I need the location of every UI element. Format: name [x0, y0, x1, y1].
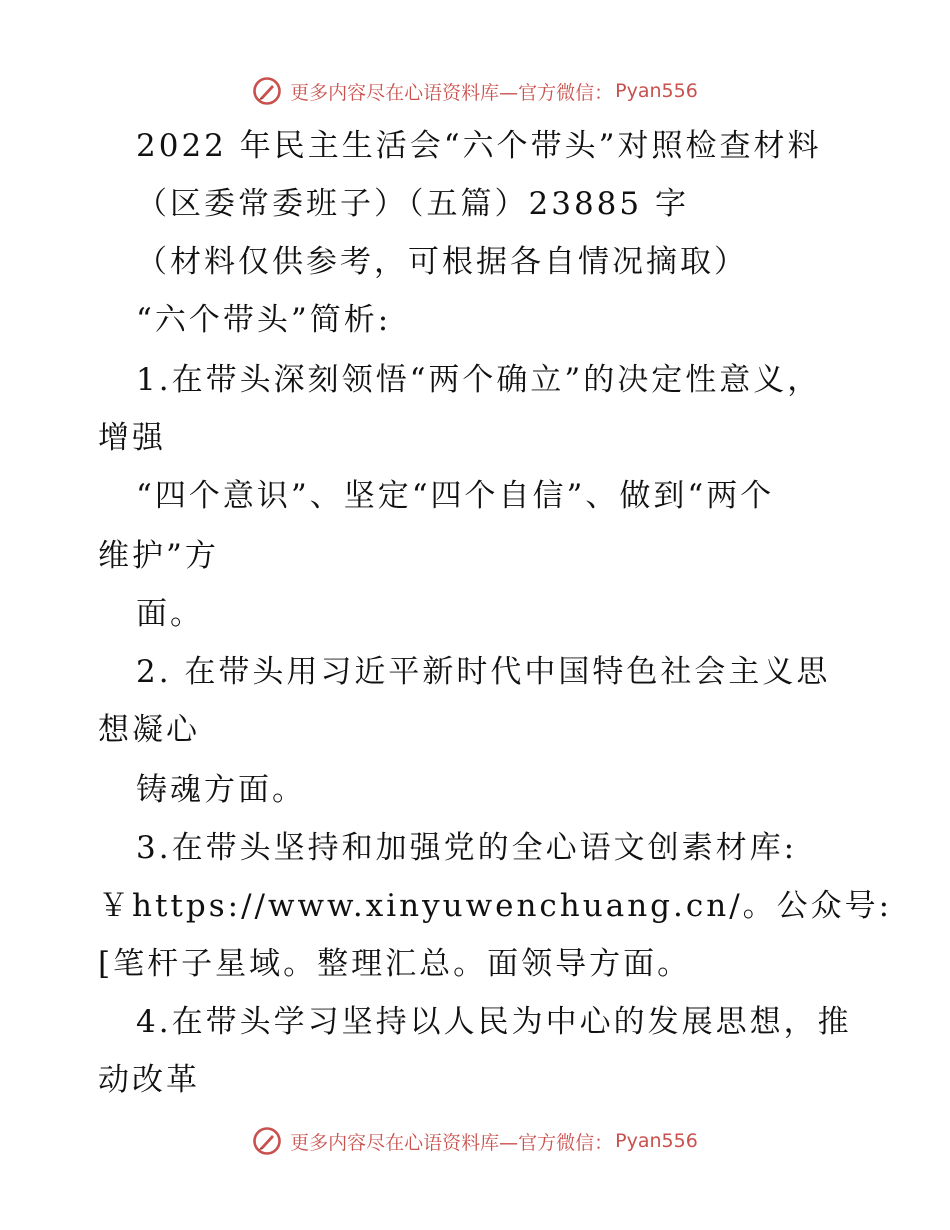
doc-title-line-2: （区委常委班子）（五篇）23885 字: [136, 186, 689, 222]
doc-paragraph-line: 铸魂方面。: [136, 772, 306, 808]
doc-paragraph-line: [笔杆子星域。整理汇总。面领导方面。: [98, 946, 692, 982]
doc-paragraph-line: 1.在带头深刻领悟“两个确立”的决定性意义，: [136, 362, 822, 398]
doc-paragraph-line: “四个意识”、坚定“四个自信”、做到“两个: [136, 478, 775, 514]
doc-note-line: （材料仅供参考，可根据各自情况摘取）: [136, 244, 748, 280]
quill-logo-icon: [252, 76, 282, 106]
banner-text: 更多内容尽在心语资料库—官方微信：: [290, 81, 614, 104]
doc-section-heading: “六个带头”简析:: [136, 302, 392, 338]
doc-paragraph-line: 维护”方: [98, 538, 219, 574]
doc-paragraph-line: 3.在带头坚持和加强党的全心语文创素材库:: [136, 830, 798, 866]
banner-wechat-id: Pyan556: [615, 1130, 698, 1152]
doc-paragraph-line: 增强: [98, 420, 166, 456]
banner-wechat-id: Pyan556: [615, 80, 698, 102]
doc-paragraph-line: 面。: [136, 596, 204, 632]
doc-paragraph-line: 动改革: [98, 1062, 200, 1098]
doc-title-line-1: 2022 年民主生活会“六个带头”对照检查材料: [136, 128, 822, 164]
doc-paragraph-line: 2. 在带头用习近平新时代中国特色社会主义思: [136, 654, 831, 690]
doc-paragraph-line: 想凝心: [98, 712, 200, 748]
banner-text: 更多内容尽在心语资料库—官方微信：: [290, 1131, 614, 1154]
quill-logo-icon: [252, 1126, 282, 1156]
footer-banner: [0, 1121, 950, 1161]
doc-paragraph-line: ￥https://www.xinyuwenchuang.cn/。公众号:: [98, 888, 893, 924]
doc-paragraph-line: 4.在带头学习坚持以人民为中心的发展思想，推: [136, 1004, 852, 1040]
header-banner: [0, 71, 950, 111]
